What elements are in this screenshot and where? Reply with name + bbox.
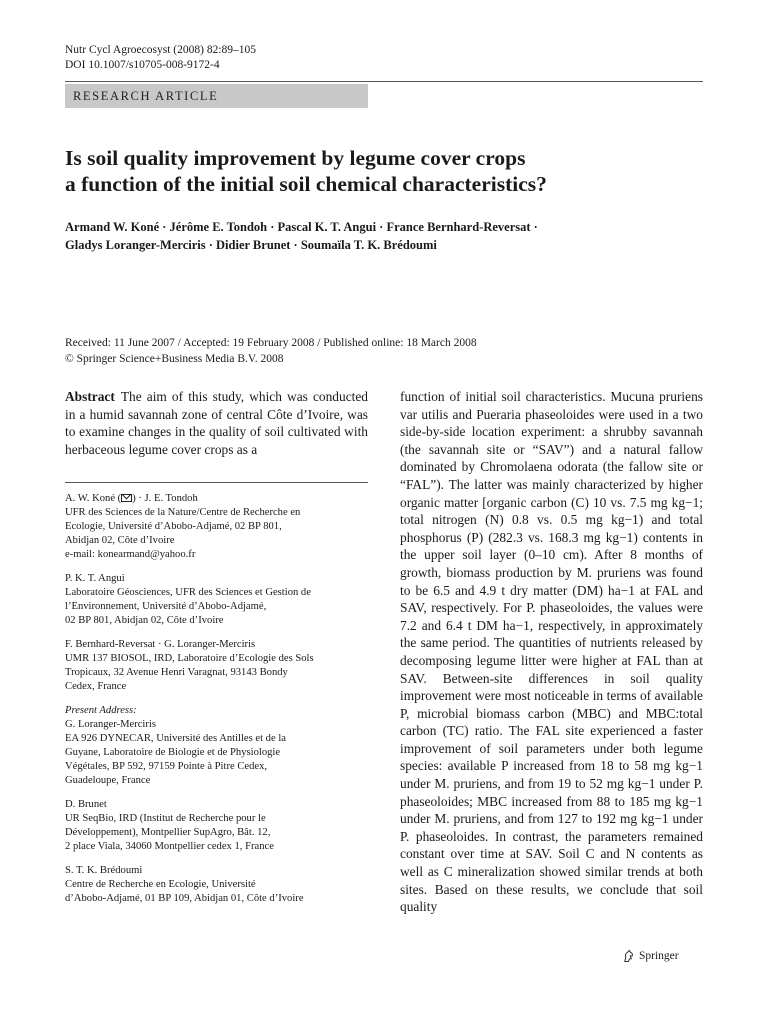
affiliation-line: Centre de Recherche en Ecologie, Université xyxy=(65,879,256,891)
affiliation-line: UR SeqBio, IRD (Institut de Recherche pour le xyxy=(65,813,266,825)
affiliation-line: Guadeloupe, France xyxy=(65,774,151,786)
affiliation-line: P. K. T. Angui xyxy=(65,573,125,585)
affiliation-line: Ecologie, Université d’Abobo-Adjamé, 02 BP 801, xyxy=(65,520,282,532)
publication-dates xyxy=(65,335,705,367)
journal-meta xyxy=(65,43,256,73)
present-address-label: Present Address: xyxy=(65,705,137,717)
affiliation-line: EA 926 DYNECAR, Université des Antilles et de la xyxy=(65,733,286,745)
affiliation-line: S. T. K. Brédoumi xyxy=(65,865,143,877)
affiliation-bredoumi xyxy=(65,864,368,906)
title-line-1: Is soil quality improvement by legume cover crops xyxy=(65,146,526,170)
abstract-heading: Abstract xyxy=(65,389,115,404)
abstract-text-left: The aim of this study, which was conducted in a humid savannah zone of central Côte d’Ivoire, was to examine changes in the quality of soil cultivated with herbaceous legume cover crops as a xyxy=(65,389,368,457)
affiliation-kone-tondoh xyxy=(65,492,368,562)
publisher-name: Springer xyxy=(639,950,679,962)
affiliation-present-address xyxy=(65,704,368,787)
article-type-banner: RESEARCH ARTICLE xyxy=(65,84,368,108)
affiliation-line: UMR 137 BIOSOL, IRD, Laboratoire d’Ecologie des Sols xyxy=(65,653,314,665)
abstract-text-right: function of initial soil characteristics. Mucuna pruriens var utilis and Pueraria phaseoloides were used in a two side-by-side location experiment: a shrubby savannah (the savannah site or “SAV”) and a natural fallow dominated by Chromolaena odorata (the fallow site or “FAL”). The latter was mainly characterized by higher organic matter [organic carbon (C) 10 vs. 7.5 mg kg−1; total nitrogen (N) 0.8 vs. 0.5 mg kg−1) and total phosphorus (P) (282.3 vs. 168.3 mg kg−1) contents in the upper soil layer (0–10 cm). After 8 months of growth, biomass production by M. pruriens was found to be 6.5 and 4.9 t dry matter (DM) ha−1 at FAL and SAV, respectively. For P. phaseoloides, the values were 7.2 and 6.4 t DM ha−1, respectively, in approximately the same period. The quantities of nutrients released by decomposing legume litter were higher at FAL than at SAV. Between-site differences in soil quality improvement were most noticeable in terms of available P, microbial biomass carbon (MBC) and MBC:total carbon (TC) ratio. The FAL site experienced a faster improvement of soil parameters under both legume species: available P increased from 18 to 58 mg kg−1 under M. pruriens, and from 19 to 52 mg kg−1 under P. phaseoloides; MBC increased from 88 to 185 mg kg−1 under M. pruriens, and from 127 to 192 mg kg−1 under P. phaseoloides. In contrast, the parameters remained constant over time at SAV. Soil C and N contents as well as C mineralization showed similar trends at both sites. Based on these results, we conclude that soil quality xyxy=(400,389,703,915)
affiliation-line: 2 place Viala, 34060 Montpellier cedex 1, France xyxy=(65,840,274,852)
affiliation-line: 02 BP 801, Abidjan 02, Côte d’Ivoire xyxy=(65,614,224,626)
affiliations xyxy=(65,492,368,917)
article-title xyxy=(65,145,685,197)
affiliation-line: A. W. Koné ( ) · J. E. Tondoh xyxy=(65,493,198,504)
authors-line-1: Armand W. Koné · Jérôme E. Tondoh · Pascal K. T. Angui · France Bernhard-Reversat · xyxy=(65,220,538,234)
affiliation-line: Cedex, France xyxy=(65,680,127,692)
abstract-left-column xyxy=(65,388,368,458)
dates-line: Received: 11 June 2007 / Accepted: 19 February 2008 / Published online: 18 March 2008 xyxy=(65,337,477,349)
abstract-right-column xyxy=(400,388,703,916)
affiliation-line: Guyane, Laboratoire de Biologie et de Physiologie xyxy=(65,747,281,758)
affiliation-divider xyxy=(65,482,368,483)
journal-citation: Nutr Cycl Agroecosyst (2008) 82:89–105 xyxy=(65,44,257,56)
affiliation-line: Développement), Montpellier SupAgro, Bât. 12, xyxy=(65,827,271,839)
affiliation-line: UFR des Sciences de la Nature/Centre de Recherche en xyxy=(65,506,301,518)
author-list xyxy=(65,218,705,254)
envelope-icon xyxy=(121,494,132,502)
affiliation-line: Laboratoire Géosciences, UFR des Sciences et Gestion de xyxy=(65,586,311,598)
doi[interactable]: DOI 10.1007/s10705-008-9172-4 xyxy=(65,59,220,71)
header-divider xyxy=(65,81,703,82)
affiliation-brunet xyxy=(65,798,368,854)
copyright-line: © Springer Science+Business Media B.V. 2008 xyxy=(65,353,284,365)
affiliation-line: l’Environnement, Université d’Abobo-Adjamé, xyxy=(65,600,267,612)
springer-horse-icon xyxy=(622,949,635,963)
affiliation-line: Végétales, BP 592, 97159 Pointe à Pitre Cedex, xyxy=(65,760,268,772)
affiliation-line: Abidjan 02, Côte d’Ivoire xyxy=(65,534,175,546)
email-link[interactable]: e-mail: konearmand@yahoo.fr xyxy=(65,548,196,560)
authors-line-2: Gladys Loranger-Merciris · Didier Brunet · Soumaïla T. K. Brédoumi xyxy=(65,238,437,252)
affiliation-line: D. Brunet xyxy=(65,799,107,811)
affiliation-bernhard-loranger xyxy=(65,638,368,694)
affiliation-line: G. Loranger-Merciris xyxy=(65,719,156,731)
affiliation-line: Tropicaux, 32 Avenue Henri Varagnat, 93143 Bondy xyxy=(65,666,288,678)
affiliation-angui xyxy=(65,572,368,628)
title-line-2: a function of the initial soil chemical characteristics? xyxy=(65,172,547,196)
affiliation-line: F. Bernhard-Reversat · G. Loranger-Merciris xyxy=(65,639,256,651)
affiliation-line: d’Abobo-Adjamé, 01 BP 109, Abidjan 01, Côte d’Ivoire xyxy=(65,893,304,905)
publisher-logo xyxy=(622,948,679,964)
